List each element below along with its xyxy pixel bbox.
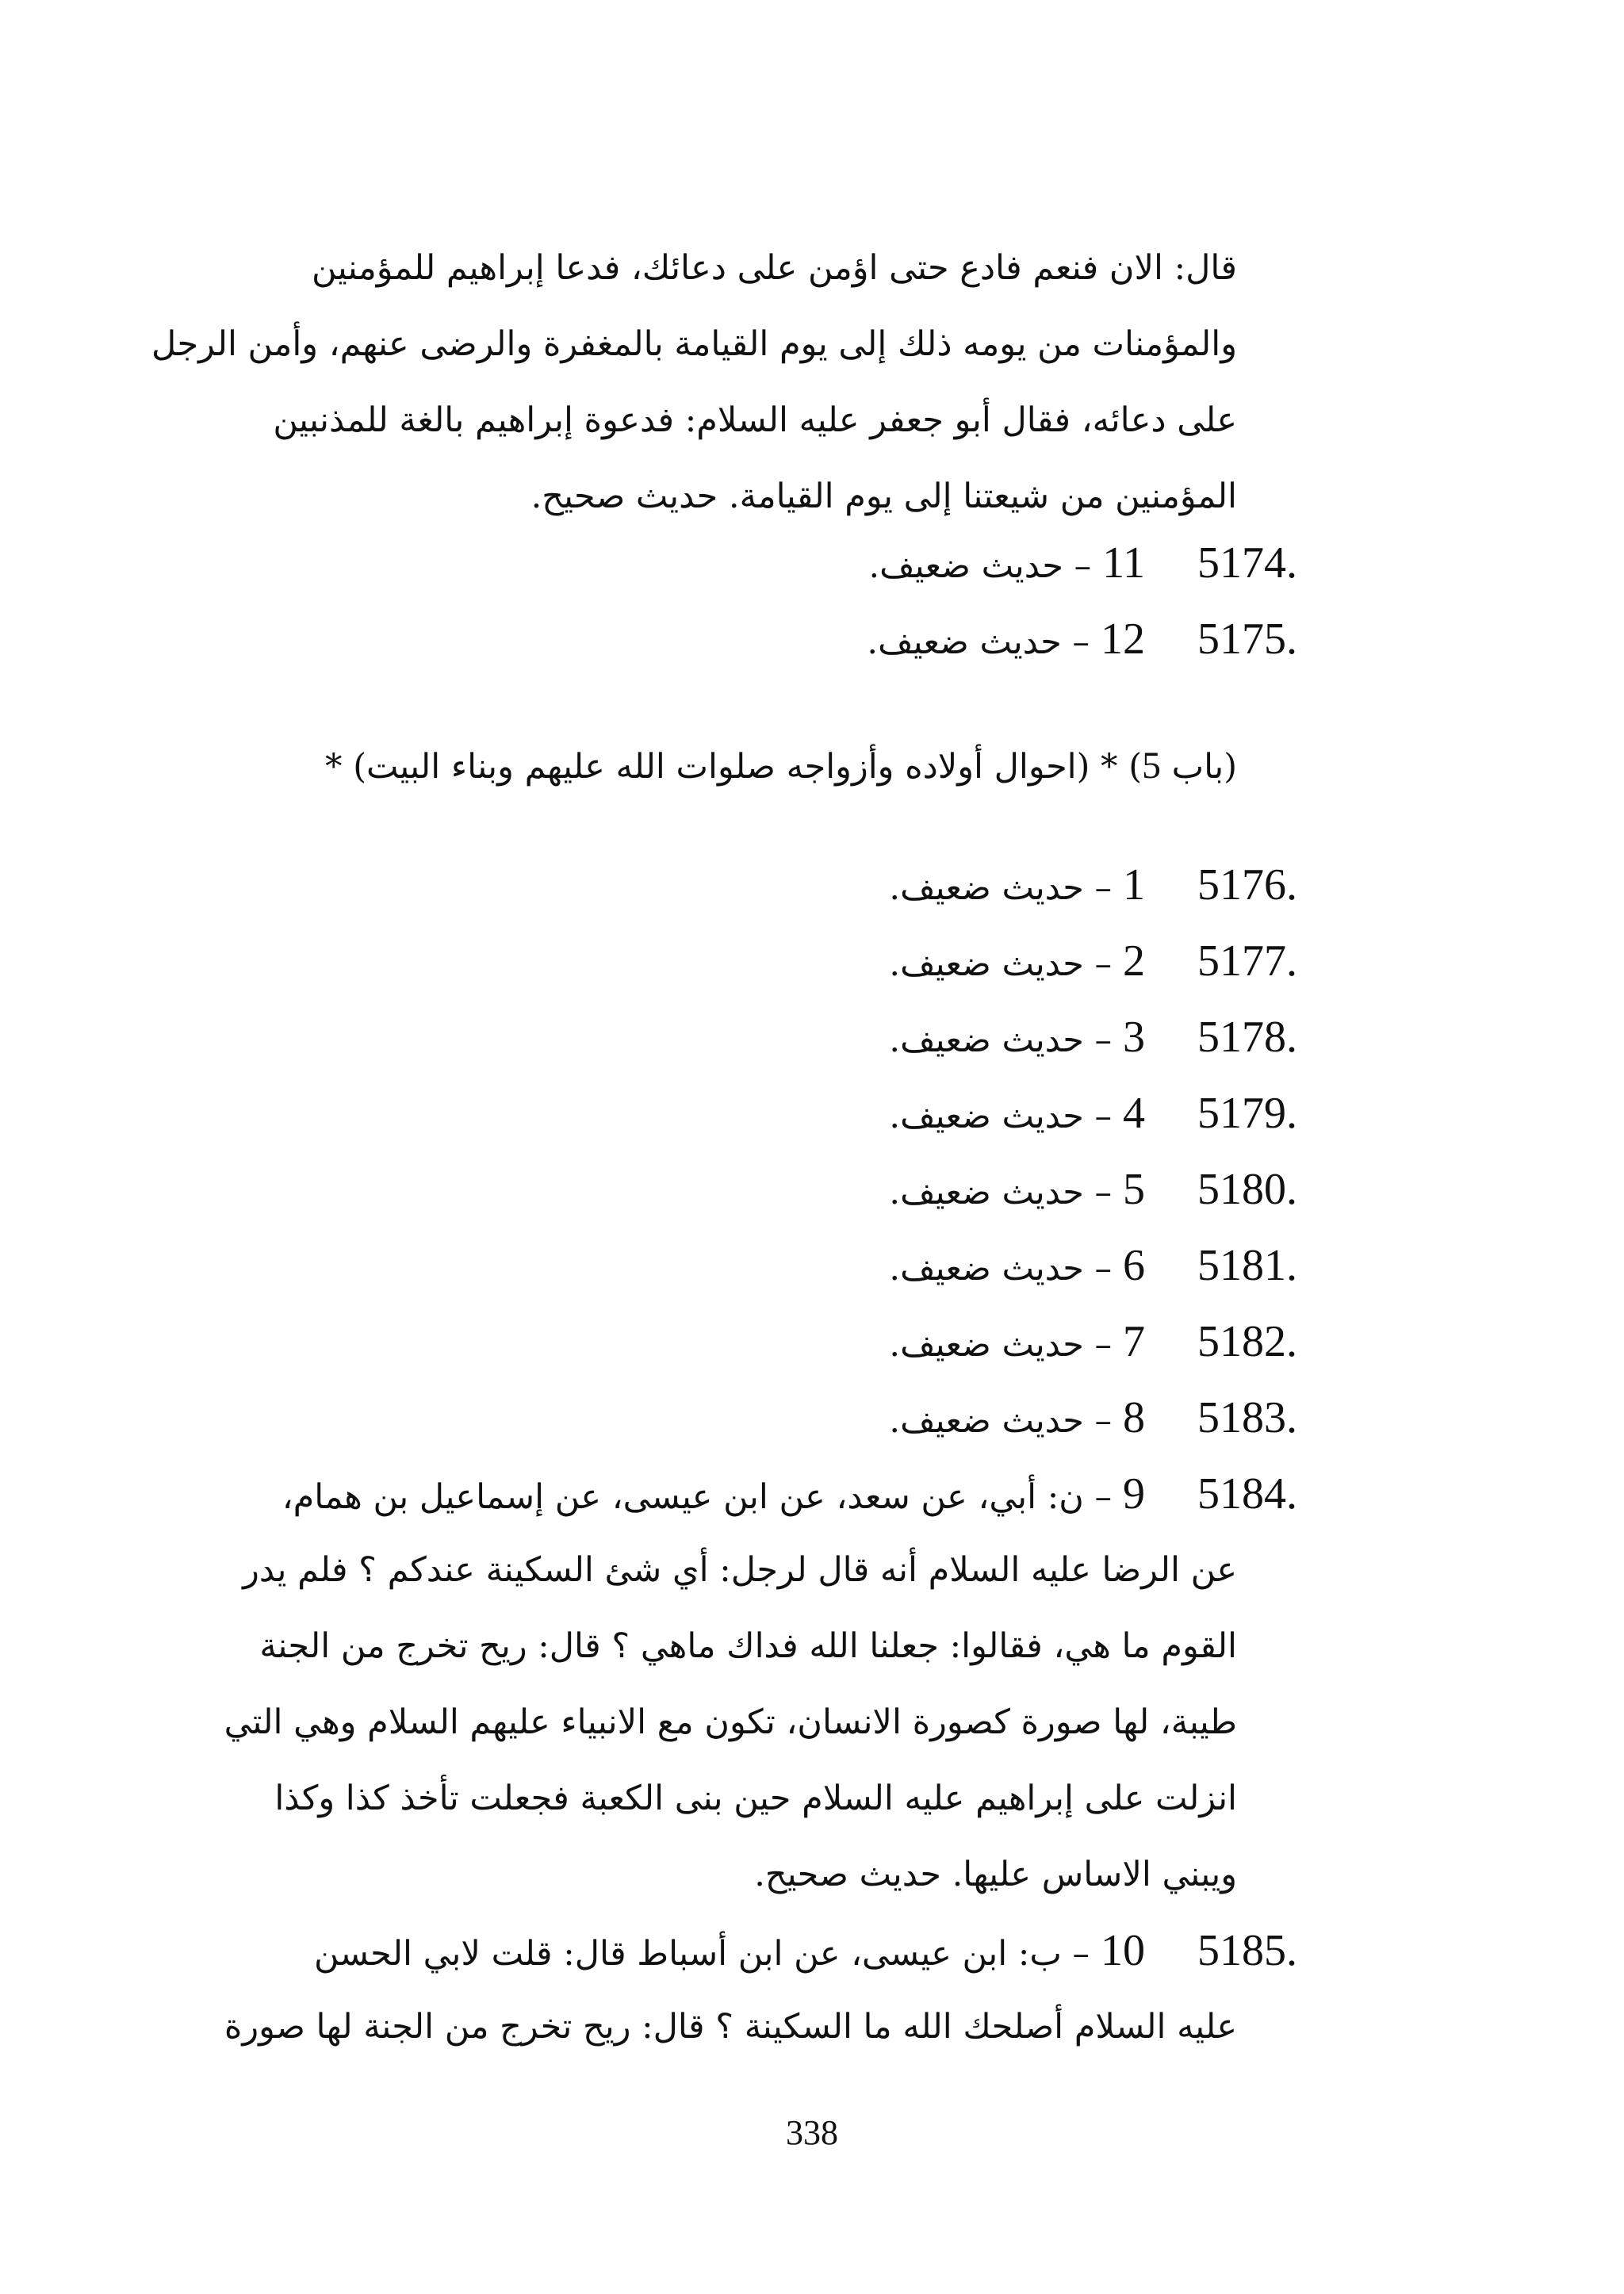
chapter-number: 5 [1142, 745, 1161, 787]
entry-sub-number: 8 [1123, 1393, 1145, 1442]
entry-number: 5174. [1197, 538, 1297, 588]
entry-number: 5185. [1197, 1926, 1297, 1975]
entry-number: 5177. [1197, 936, 1297, 986]
paragraph-line: والمؤمنات من يومه ذلك إلى يوم القيامة بالمغفرة والرضى عنهم، وأمن الرجل [151, 324, 1237, 364]
entry-number: 5183. [1197, 1393, 1297, 1442]
entry-number: 5182. [1197, 1317, 1297, 1366]
entry-text: – حديث ضعيف. [867, 622, 1090, 662]
paragraph-line: المؤمنين من شيعتنا إلى يوم القيامة. حديث صحيح. [530, 477, 1237, 516]
entry-text: – حديث ضعيف. [889, 1021, 1112, 1060]
paragraph-line: ويبني الاساس عليها. حديث صحيح. [754, 1855, 1237, 1894]
entry-text: – حديث ضعيف. [889, 944, 1112, 984]
entry-text: – حديث ضعيف. [889, 868, 1112, 908]
entry-number: 5184. [1197, 1469, 1297, 1518]
chapter-title: ) * (احوال أولاده وأزواجه صلوات الله عليهم وبناء البيت) * [325, 747, 1142, 787]
chapter-prefix: (باب [1171, 747, 1237, 787]
hadith-entry [867, 615, 1297, 666]
entry-sub-number: 1 [1123, 860, 1145, 910]
hadith-entry [314, 1926, 1297, 1978]
hadith-entry [889, 937, 1297, 988]
entry-sub-number: 2 [1123, 936, 1145, 986]
entry-text: – حديث ضعيف. [868, 546, 1092, 586]
entry-sub-number: 11 [1102, 538, 1145, 588]
entry-number: 5178. [1197, 1013, 1297, 1062]
entry-text: – حديث ضعيف. [889, 1325, 1112, 1365]
paragraph-line: عن الرضا عليه السلام أنه قال لرجل: أي شئ السكينة عندكم ؟ فلم يدر [243, 1550, 1237, 1590]
entry-number: 5181. [1197, 1241, 1297, 1290]
entry-text: – ب: ابن عيسى، عن ابن أسباط قال: قلت لابي الحسن [314, 1934, 1090, 1974]
chapter-heading [325, 742, 1237, 791]
paragraph-line: طيبة، لها صورة كصورة الانسان، تكون مع الانبياء عليهم السلام وهي التي [224, 1702, 1237, 1742]
entry-sub-number: 12 [1101, 615, 1145, 664]
entry-text: – حديث ضعيف. [889, 1097, 1112, 1136]
entry-sub-number: 5 [1123, 1165, 1145, 1214]
entry-number: 5180. [1197, 1165, 1297, 1214]
hadith-entry [889, 1318, 1297, 1369]
hadith-entry [889, 1090, 1297, 1140]
entry-sub-number: 3 [1123, 1013, 1145, 1062]
entry-sub-number: 7 [1123, 1317, 1145, 1366]
entry-text: – حديث ضعيف. [889, 1401, 1112, 1441]
paragraph-line: على دعائه، فقال أبو جعفر عليه السلام: فدعوة إبراهيم بالغة للمذنبين [273, 400, 1237, 440]
page-number: 338 [786, 2113, 838, 2152]
entry-sub-number: 10 [1101, 1926, 1145, 1975]
hadith-entry [889, 1166, 1297, 1216]
entry-text: – حديث ضعيف. [889, 1249, 1112, 1289]
paragraph-line: القوم ما هي، فقالوا: جعلنا الله فداك ماهي ؟ قال: ريح تخرج من الجنة [259, 1626, 1237, 1666]
hadith-entry [889, 861, 1297, 912]
entry-text: – حديث ضعيف. [889, 1173, 1112, 1212]
paragraph-line: انزلت على إبراهيم عليه السلام حين بنى الكعبة فجعلت تأخذ كذا وكذا [274, 1779, 1237, 1818]
hadith-entry [889, 1394, 1297, 1445]
hadith-entry [282, 1469, 1297, 1521]
entry-number: 5179. [1197, 1089, 1297, 1138]
hadith-entry [868, 539, 1297, 590]
entry-sub-number: 6 [1123, 1241, 1145, 1290]
entry-number: 5175. [1197, 615, 1297, 664]
hadith-entry [889, 1242, 1297, 1293]
entry-number: 5176. [1197, 860, 1297, 910]
entry-sub-number: 4 [1123, 1089, 1145, 1138]
paragraph-line: قال: الان فنعم فادع حتى اؤمن على دعائك، فدعا إبراهيم للمؤمنين [312, 248, 1237, 288]
hadith-entry [889, 1013, 1297, 1064]
entry-text: – ن: أبي، عن سعد، عن ابن عيسى، عن إسماعيل بن همام، [282, 1477, 1112, 1517]
paragraph-line: عليه السلام أصلحك الله ما السكينة ؟ قال: ريح تخرج من الجنة لها صورة [224, 2007, 1237, 2047]
entry-sub-number: 9 [1123, 1469, 1145, 1518]
